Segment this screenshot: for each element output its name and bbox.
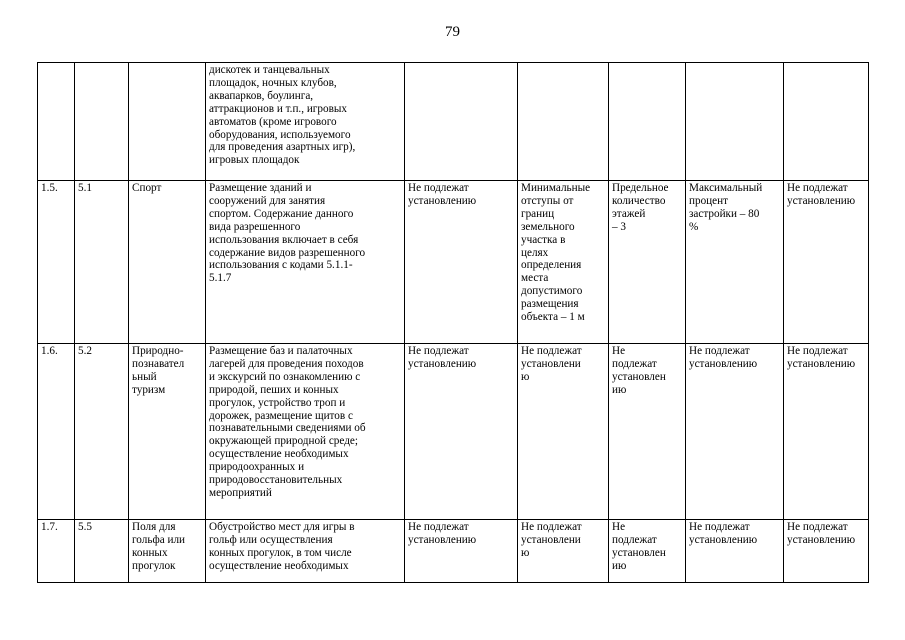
row-number-cell: 1.7.: [38, 520, 75, 583]
parameter-cell: Не подлежат установлени ю: [518, 520, 609, 583]
code-cell: 5.2: [75, 344, 129, 520]
parameter-cell: Не подлежат установлению: [784, 181, 869, 344]
table-row: [38, 344, 869, 520]
use-name-cell: Поля для гольфа или конных прогулок: [129, 520, 206, 583]
use-name-cell: Природно- познавател ьный туризм: [129, 344, 206, 520]
code-cell: 5.1: [75, 181, 129, 344]
parameter-cell: Не подлежат установлени ю: [518, 344, 609, 520]
use-name-cell: Спорт: [129, 181, 206, 344]
parameter-cell: Предельное количество этажей – 3: [609, 181, 686, 344]
code-cell: [75, 63, 129, 181]
table-row: [38, 181, 869, 344]
page-number: 79: [445, 24, 460, 40]
parameter-cell: Минимальные отступы от границ земельного участка в целях определения места допустимого размещения объекта – 1 м: [518, 181, 609, 344]
table-row: [38, 520, 869, 583]
parameter-cell: [405, 63, 518, 181]
parameter-cell: [686, 63, 784, 181]
parameter-cell: Не подлежат установлению: [405, 520, 518, 583]
regulations-table: [37, 62, 869, 583]
use-name-cell: [129, 63, 206, 181]
parameter-cell: Не подлежат установлению: [686, 520, 784, 583]
parameter-cell: Не подлежат установлению: [405, 181, 518, 344]
parameter-cell: Не подлежат установлению: [784, 520, 869, 583]
parameter-cell: [518, 63, 609, 181]
row-number-cell: [38, 63, 75, 181]
description-cell: Обустройство мест для игры в гольф или осуществления конных прогулок, в том числе осуществление необходимых: [206, 520, 405, 583]
code-cell: 5.5: [75, 520, 129, 583]
row-number-cell: 1.5.: [38, 181, 75, 344]
description-cell: дискотек и танцевальных площадок, ночных клубов, аквапарков, боулинга, аттракционов и т.п., игровых автоматов (кроме игрового оборудования, используемого для проведения азартных игр), игровых площадок: [206, 63, 405, 181]
parameter-cell: [784, 63, 869, 181]
parameter-cell: Не подлежат установлению: [405, 344, 518, 520]
parameter-cell: Не подлежат установлению: [784, 344, 869, 520]
row-number-cell: 1.6.: [38, 344, 75, 520]
table-row: [38, 63, 869, 181]
parameter-cell: Не подлежат установлению: [686, 344, 784, 520]
parameter-cell: Не подлежат установлен ию: [609, 520, 686, 583]
parameter-cell: [609, 63, 686, 181]
description-cell: Размещение баз и палаточных лагерей для проведения походов и экскурсий по ознакомлению с природой, пеших и конных прогулок, устройство троп и дорожек, размещение щитов с познавательными сведениями об окружающей природной среде; осуществление необходимых природоохранных и природовосстановительных мероприятий: [206, 344, 405, 520]
parameter-cell: Максимальный процент застройки – 80 %: [686, 181, 784, 344]
parameter-cell: Не подлежат установлен ию: [609, 344, 686, 520]
description-cell: Размещение зданий и сооружений для занятия спортом. Содержание данного вида разрешенного использования включает в себя содержание видов разрешенного использования с кодами 5.1.1- 5.1.7: [206, 181, 405, 344]
